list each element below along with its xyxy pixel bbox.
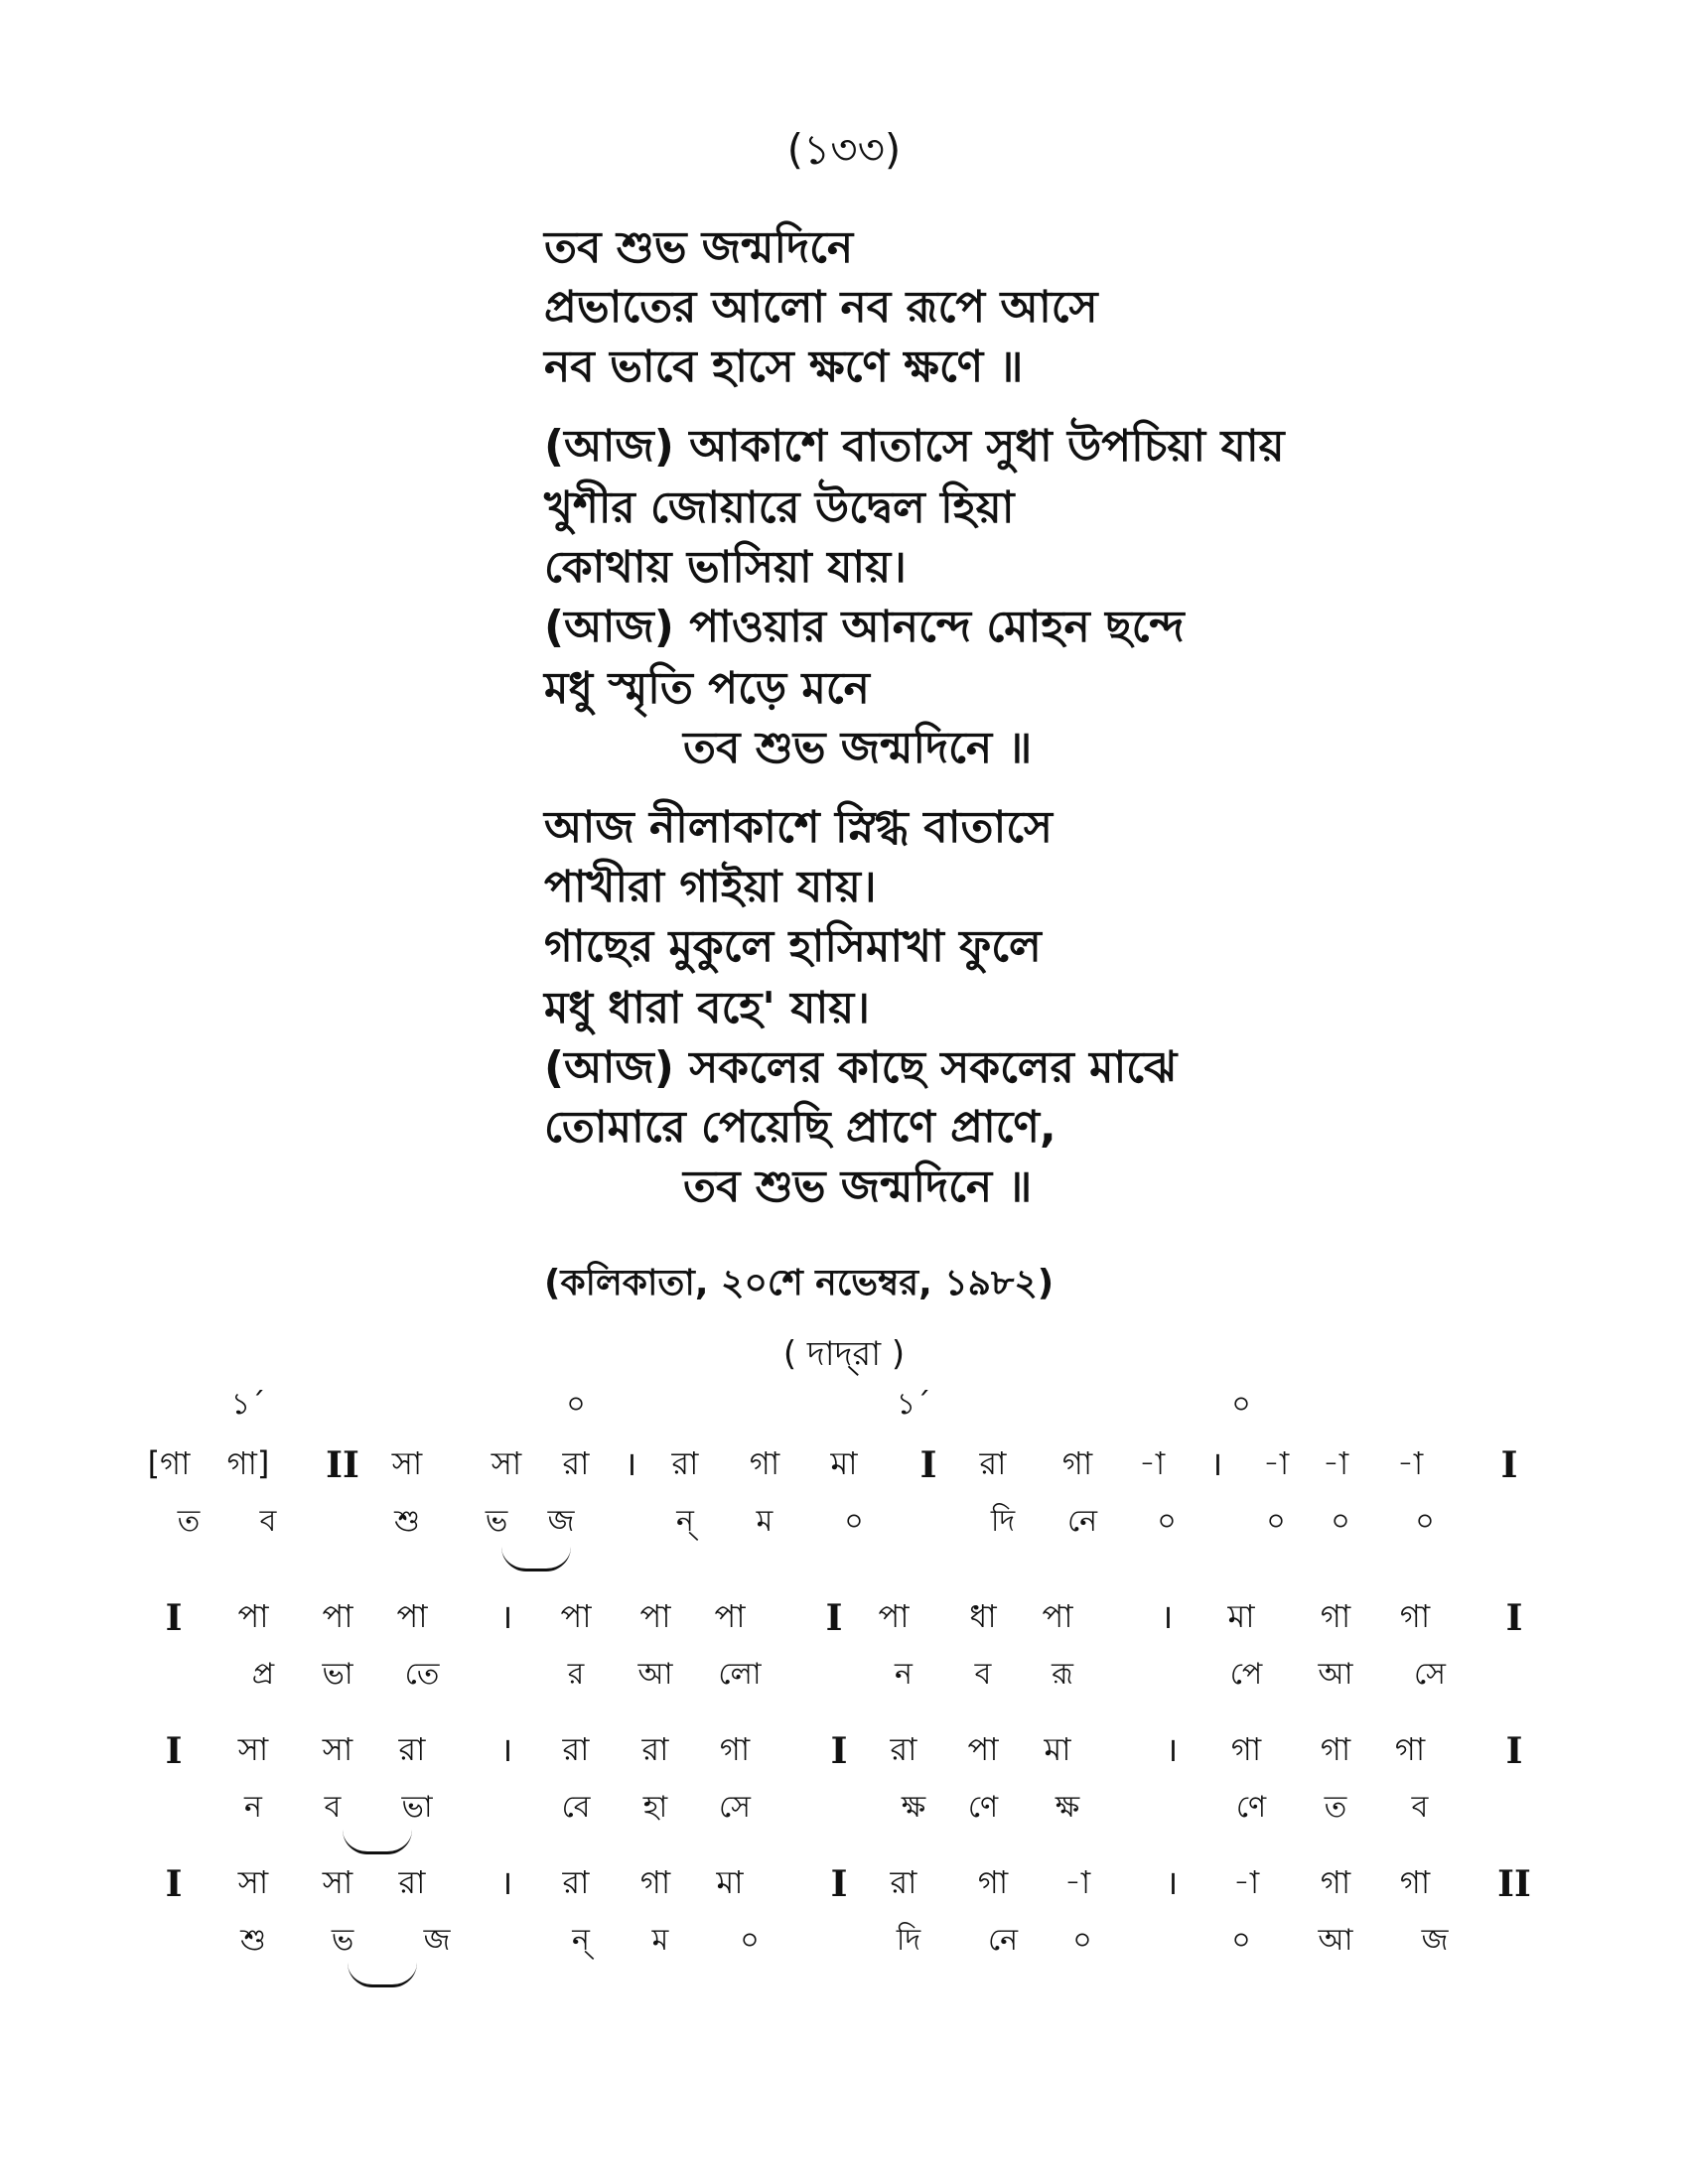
- note-cell: গা: [749, 1444, 780, 1482]
- verse-line: গাছের মুকুলে হাসিমাখা ফুলে: [544, 921, 1042, 972]
- lyric-syllable: আ: [1318, 1923, 1353, 1958]
- verse-line: (আজ) সকলের কাছে সকলের মাঝে: [544, 1042, 1178, 1093]
- lyric-syllable: আ: [1318, 1657, 1353, 1692]
- verse-line: তব শুভ জন্মদিনে ॥: [683, 1161, 1033, 1212]
- lyric-syllable: ভা: [401, 1790, 433, 1825]
- verse-line: (আজ) পাওয়ার আনন্দে মোহন ছন্দে: [544, 602, 1185, 652]
- note-cell: পা: [560, 1597, 592, 1635]
- lyric-syllable: লো: [718, 1657, 762, 1692]
- note-cell: সা: [237, 1863, 269, 1901]
- meend-slur: [348, 1963, 417, 1987]
- note-cell: গা: [1320, 1597, 1351, 1635]
- lyric-syllable: ব: [259, 1504, 277, 1539]
- lyric-syllable: ভ: [331, 1923, 354, 1958]
- lyric-syllable: জ: [547, 1504, 575, 1539]
- lyric-syllable: ০: [1415, 1504, 1435, 1539]
- note-cell: গা: [1399, 1597, 1431, 1635]
- verse-line: তোমারে পেয়েছি প্রাণে প্রাণে,: [544, 1102, 1056, 1153]
- note-cell: পা: [639, 1597, 671, 1635]
- lyric-syllable: ন: [244, 1790, 262, 1825]
- verse-line: খুশীর জোয়ারে উদ্বেল হিয়া: [544, 482, 1015, 533]
- note-cell: গা]: [226, 1444, 270, 1482]
- verse-line: মধু স্মৃতি পড়ে মনে: [544, 663, 870, 714]
- lyric-syllable: সে: [719, 1790, 751, 1825]
- lyric-syllable: তে: [404, 1657, 440, 1692]
- lyric-syllable: জ: [423, 1923, 451, 1958]
- verse-line: প্রভাতের আলো নব রূপে আসে: [544, 282, 1098, 333]
- note-cell: পা: [322, 1597, 353, 1635]
- lyric-syllable: রূ: [1052, 1657, 1073, 1692]
- lyric-syllable: ভা: [322, 1657, 353, 1692]
- note-cell: সা: [491, 1444, 522, 1482]
- note-cell: I: [919, 1444, 937, 1486]
- lyric-syllable: ব: [324, 1790, 342, 1825]
- lyric-syllable: ন: [895, 1657, 913, 1692]
- note-cell: -া: [1396, 1444, 1424, 1482]
- page-number: (১৩৩): [786, 125, 902, 174]
- lyric-syllable: ক্ষ: [901, 1790, 926, 1825]
- note-cell: গা: [1399, 1863, 1431, 1901]
- note-cell: I: [165, 1863, 183, 1905]
- note-cell: গা: [1230, 1730, 1262, 1768]
- note-cell: -া: [1232, 1863, 1260, 1901]
- note-cell: I: [1505, 1597, 1523, 1639]
- note-cell: -া: [1138, 1444, 1166, 1482]
- note-cell: ধা: [969, 1597, 997, 1635]
- lyric-syllable: পে: [1229, 1657, 1263, 1692]
- note-cell: I: [165, 1730, 183, 1772]
- verse-line: তব শুভ জন্মদিনে ॥: [683, 723, 1033, 773]
- note-cell: ।: [1165, 1863, 1179, 1903]
- lyric-syllable: প্র: [251, 1657, 275, 1692]
- note-cell: রা: [979, 1444, 1007, 1482]
- note-cell: রা: [562, 1444, 590, 1482]
- verse-line: কোথায় ভাসিয়া যায়।: [544, 542, 907, 593]
- lyric-syllable: ত: [1324, 1790, 1347, 1825]
- note-cell: রা: [890, 1730, 917, 1768]
- note-cell: ।: [1165, 1730, 1179, 1770]
- note-cell: পা: [967, 1730, 999, 1768]
- note-cell: রা: [890, 1863, 917, 1901]
- note-cell: ।: [1209, 1444, 1223, 1484]
- note-cell: মা: [830, 1444, 858, 1482]
- lyric-syllable: ত: [177, 1504, 201, 1539]
- note-cell: সা: [322, 1863, 353, 1901]
- lyric-syllable: সে: [1414, 1657, 1446, 1692]
- note-cell: I: [830, 1730, 848, 1772]
- note-cell: মা: [1227, 1597, 1255, 1635]
- lyric-syllable: শু: [240, 1923, 266, 1958]
- lyric-syllable: দি: [990, 1504, 1016, 1539]
- verse-line: আজ নীলাকাশে স্নিগ্ধ বাতাসে: [544, 802, 1053, 853]
- note-cell: রা: [562, 1863, 590, 1901]
- note-cell: [গা: [147, 1444, 191, 1482]
- verse-line: (আজ) আকাশে বাতাসে সুধা উপচিয়া যায়: [544, 421, 1285, 472]
- note-cell: I: [1505, 1730, 1523, 1772]
- note-cell: ।: [499, 1597, 513, 1637]
- place-date: (কলিকাতা, ২০শে নভেম্বর, ১৯৮২): [544, 1263, 1055, 1303]
- lyric-syllable: র: [567, 1657, 585, 1692]
- lyric-syllable: ভ: [485, 1504, 508, 1539]
- note-cell: রা: [671, 1444, 699, 1482]
- lyric-syllable: দি: [896, 1923, 921, 1958]
- lyric-syllable: ক্ষ: [1055, 1790, 1080, 1825]
- note-cell: পা: [1042, 1597, 1073, 1635]
- lyric-syllable: ০: [1266, 1504, 1286, 1539]
- lyric-syllable: হা: [642, 1790, 668, 1825]
- lyric-syllable: নে: [1066, 1504, 1098, 1539]
- lyric-syllable: ০: [1331, 1504, 1350, 1539]
- beat-marker: ০: [566, 1387, 586, 1422]
- note-cell: I: [825, 1597, 843, 1639]
- lyric-syllable: ০: [1072, 1923, 1092, 1958]
- lyric-syllable: ন্: [676, 1504, 694, 1539]
- note-cell: গা: [977, 1863, 1009, 1901]
- note-cell: গা: [639, 1863, 671, 1901]
- beat-marker: ১´: [896, 1387, 931, 1422]
- lyric-syllable: নে: [987, 1923, 1019, 1958]
- lyric-syllable: ন্: [572, 1923, 590, 1958]
- note-cell: মা: [1044, 1730, 1071, 1768]
- note-cell: II: [326, 1444, 359, 1486]
- lyric-syllable: বে: [561, 1790, 591, 1825]
- note-cell: ।: [499, 1730, 513, 1770]
- note-cell: সা: [391, 1444, 423, 1482]
- note-cell: রা: [562, 1730, 590, 1768]
- lyric-syllable: ব: [974, 1657, 992, 1692]
- taal-name: ( দাদ্‌রা ): [782, 1334, 906, 1374]
- note-cell: II: [1497, 1863, 1531, 1905]
- note-cell: পা: [396, 1597, 428, 1635]
- note-cell: I: [830, 1863, 848, 1905]
- note-cell: সা: [237, 1730, 269, 1768]
- meend-slur: [501, 1547, 571, 1571]
- note-cell: ।: [1160, 1597, 1174, 1637]
- note-cell: গা: [1394, 1730, 1426, 1768]
- note-cell: ।: [499, 1863, 513, 1903]
- lyric-syllable: ০: [844, 1504, 864, 1539]
- note-cell: I: [1500, 1444, 1518, 1486]
- lyric-syllable: ০: [740, 1923, 760, 1958]
- lyric-syllable: ম: [756, 1504, 774, 1539]
- note-cell: গা: [1320, 1863, 1351, 1901]
- verse-line: মধু ধারা বহে' যায়।: [544, 983, 870, 1033]
- note-cell: মা: [716, 1863, 744, 1901]
- note-cell: রা: [398, 1730, 426, 1768]
- note-cell: সা: [322, 1730, 353, 1768]
- lyric-syllable: ০: [1157, 1504, 1177, 1539]
- note-cell: পা: [878, 1597, 910, 1635]
- verse-line: পাখীরা গাইয়া যায়।: [544, 862, 877, 912]
- note-cell: রা: [641, 1730, 669, 1768]
- verse-line: তব শুভ জন্মদিনে: [544, 222, 854, 273]
- note-cell: -া: [1322, 1444, 1349, 1482]
- beat-marker: ০: [1231, 1387, 1251, 1422]
- lyric-syllable: জ: [1421, 1923, 1449, 1958]
- lyric-syllable: ণে: [967, 1790, 999, 1825]
- lyric-syllable: ০: [1231, 1923, 1251, 1958]
- note-cell: পা: [714, 1597, 746, 1635]
- beat-marker: ১´: [230, 1387, 266, 1422]
- note-cell: গা: [1320, 1730, 1351, 1768]
- note-cell: পা: [237, 1597, 269, 1635]
- lyric-syllable: ব: [1411, 1790, 1429, 1825]
- note-cell: -া: [1063, 1863, 1091, 1901]
- note-cell: I: [165, 1597, 183, 1639]
- meend-slur: [343, 1830, 412, 1854]
- lyric-syllable: শু: [394, 1504, 420, 1539]
- lyric-syllable: আ: [637, 1657, 673, 1692]
- lyric-syllable: ম: [651, 1923, 669, 1958]
- note-cell: ।: [624, 1444, 637, 1484]
- note-cell: গা: [719, 1730, 751, 1768]
- note-cell: রা: [398, 1863, 426, 1901]
- note-cell: গা: [1061, 1444, 1093, 1482]
- verse-line: নব ভাবে হাসে ক্ষণে ক্ষণে ॥: [544, 341, 1024, 392]
- note-cell: -া: [1262, 1444, 1290, 1482]
- lyric-syllable: ণে: [1235, 1790, 1267, 1825]
